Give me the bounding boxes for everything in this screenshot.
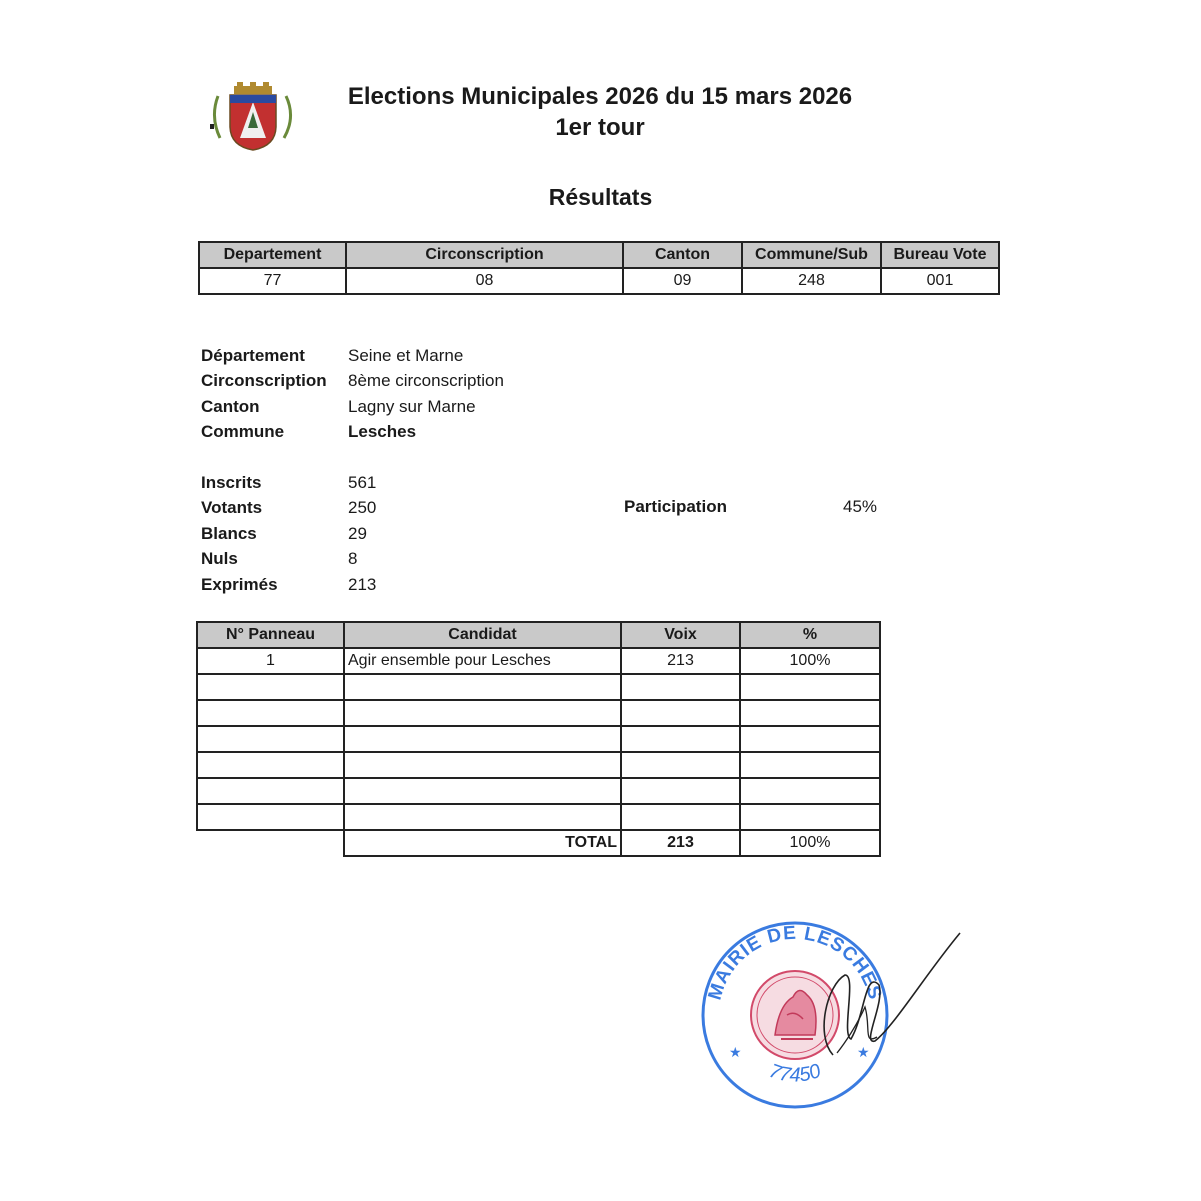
codes-header-circonscription: Circonscription xyxy=(346,242,623,268)
stamp-postal-code: 77450 xyxy=(766,1059,824,1087)
codes-header-canton: Canton xyxy=(623,242,742,268)
departement-label: Département xyxy=(201,346,305,365)
code-bureau: 001 xyxy=(881,268,999,294)
stat-row xyxy=(201,572,601,597)
canton-label: Canton xyxy=(201,396,260,416)
panneau-cell: 1 xyxy=(197,648,344,674)
stamp-top-text: MAIRIE DE LESCHES xyxy=(704,922,886,1003)
empty-row xyxy=(197,700,880,726)
canton-value: Lagny sur Marne xyxy=(348,396,476,416)
codes-header-departement: Departement xyxy=(199,242,346,268)
empty-row xyxy=(197,752,880,778)
stat-row xyxy=(201,470,601,495)
municipal-crest-icon xyxy=(210,82,296,152)
codes-table xyxy=(198,241,1000,295)
commune-label: Commune xyxy=(201,422,285,442)
header-pct: % xyxy=(740,622,880,648)
stat-row xyxy=(201,495,601,520)
code-canton: 09 xyxy=(623,268,742,294)
svg-text:77450 xyxy=(766,1060,823,1087)
total-label: TOTAL xyxy=(344,830,621,856)
star-icon: ★ xyxy=(857,1044,870,1060)
empty-row xyxy=(197,778,880,804)
codes-value-row xyxy=(199,268,999,294)
header-voix: Voix xyxy=(621,622,740,648)
total-pct: 100% xyxy=(740,830,880,856)
codes-header-bureau: Bureau Vote xyxy=(881,242,999,268)
info-row xyxy=(201,419,601,444)
participation-value: 45% xyxy=(843,497,878,516)
info-row xyxy=(201,368,601,393)
official-stamp xyxy=(695,915,975,1115)
marianne-seal-icon xyxy=(751,971,839,1059)
results-heading: Résultats xyxy=(548,184,653,210)
results-table xyxy=(196,621,881,857)
empty-row xyxy=(197,726,880,752)
code-departement: 77 xyxy=(199,268,346,294)
exprimes-label: Exprimés xyxy=(201,574,278,594)
star-icon: ★ xyxy=(729,1044,742,1060)
empty-row xyxy=(197,804,880,830)
table-row xyxy=(197,648,880,674)
nuls-label: Nuls xyxy=(201,549,238,569)
votants-value: 250 xyxy=(348,498,377,518)
inscrits-label: Inscrits xyxy=(201,473,262,492)
inscrits-value: 561 xyxy=(348,473,377,492)
voix-cell: 213 xyxy=(621,648,740,674)
total-voix: 213 xyxy=(621,830,740,856)
codes-header-row xyxy=(199,242,999,268)
election-title: Elections Municipales 2026 du 15 mars 2026 xyxy=(347,83,853,110)
empty-row xyxy=(197,674,880,700)
total-row xyxy=(197,830,880,856)
votants-label: Votants xyxy=(201,498,263,518)
stats-info xyxy=(201,470,601,597)
codes-header-commune: Commune/Sub xyxy=(742,242,881,268)
header-panneau: N° Panneau xyxy=(197,622,344,648)
nuls-value: 8 xyxy=(348,549,358,569)
header-candidat: Candidat xyxy=(344,622,621,648)
circonscription-value: 8ème circonscription xyxy=(348,371,504,391)
round-title: 1er tour xyxy=(555,114,645,141)
circonscription-label: Circonscription xyxy=(201,371,327,391)
commune-value: Lesches xyxy=(348,422,417,442)
candidat-cell: Agir ensemble pour Lesches xyxy=(344,648,621,674)
departement-value: Seine et Marne xyxy=(348,346,464,365)
info-row xyxy=(201,394,601,419)
blancs-value: 29 xyxy=(348,523,367,543)
location-info xyxy=(201,343,601,445)
pct-cell: 100% xyxy=(740,648,880,674)
document-title xyxy=(300,82,900,144)
code-circonscription: 08 xyxy=(346,268,623,294)
stat-row xyxy=(201,546,601,571)
stat-row xyxy=(201,521,601,546)
blancs-label: Blancs xyxy=(201,523,257,543)
exprimes-value: 213 xyxy=(348,574,377,594)
info-row xyxy=(201,343,601,368)
results-header-row xyxy=(197,622,880,648)
participation-label: Participation xyxy=(624,497,727,516)
code-commune: 248 xyxy=(742,268,881,294)
